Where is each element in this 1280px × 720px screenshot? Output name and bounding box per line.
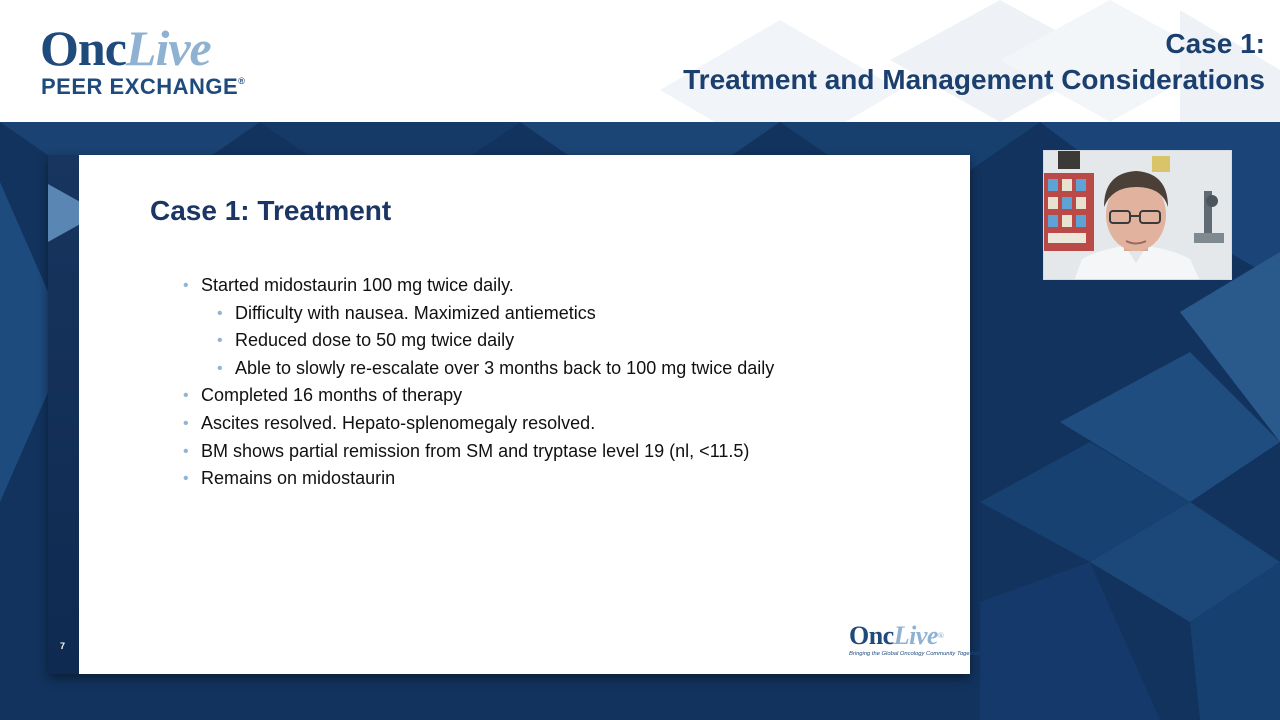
- bullet-list: [183, 272, 774, 493]
- speaker-video-image: [1044, 151, 1232, 280]
- bullet-text: Completed 16 months of therapy: [201, 385, 463, 406]
- bullet-dot-icon: •: [183, 414, 189, 432]
- bullet-dot-icon: •: [217, 304, 223, 322]
- bullet-dot-icon: •: [217, 359, 223, 377]
- bullet-text: Remains on midostaurin: [201, 468, 396, 489]
- bullet-dot-icon: •: [217, 332, 223, 350]
- bullet-item: [183, 465, 774, 493]
- bullet-text: BM shows partial remission from SM and tryptase level 19 (nl, <11.5): [201, 440, 750, 461]
- bullet-text: Ascites resolved. Hepato-splenomegaly resolved.: [201, 412, 596, 433]
- onclive-logo: OncLive: [40, 20, 211, 76]
- slide-heading: Case 1: Treatment: [150, 195, 392, 226]
- bullet-text: Difficulty with nausea. Maximized antiemetics: [235, 302, 596, 323]
- bullet-text: Reduced dose to 50 mg twice daily: [235, 330, 515, 351]
- peer-exchange-logo: PEER EXCHANGE®: [41, 74, 246, 99]
- slide-page-number: 7: [60, 641, 66, 651]
- bullet-text: Able to slowly re-escalate over 3 months back to 100 mg twice daily: [235, 357, 775, 378]
- slide-content: [79, 155, 980, 674]
- sub-bullet-item: [217, 355, 774, 383]
- bullet-item: [183, 438, 774, 466]
- header-banner: [0, 0, 1280, 122]
- episode-title-line2: Treatment and Management Considerations: [683, 64, 1265, 95]
- speaker-video: [1043, 150, 1232, 280]
- bullet-dot-icon: •: [183, 277, 189, 294]
- bullet-item: [183, 382, 774, 410]
- episode-title-line1: Case 1:: [1165, 28, 1265, 59]
- bullet-item: [183, 410, 774, 438]
- bullet-dot-icon: •: [183, 387, 189, 405]
- sub-bullet-item: [217, 300, 774, 328]
- presentation-slide: [48, 155, 980, 674]
- episode-title: [683, 26, 1265, 98]
- bullet-dot-icon: •: [183, 442, 189, 460]
- bullet-text: Started midostaurin 100 mg twice daily.: [201, 275, 514, 295]
- slide-onclive-logo: OncLive® Bringing the Global Oncology Community Together: [849, 621, 980, 657]
- bullet-dot-icon: •: [183, 470, 189, 488]
- slide-logo-tagline: Bringing the Global Oncology Community Together: [849, 651, 980, 657]
- sub-bullet-item: [217, 327, 774, 355]
- bullet-item: [183, 272, 774, 300]
